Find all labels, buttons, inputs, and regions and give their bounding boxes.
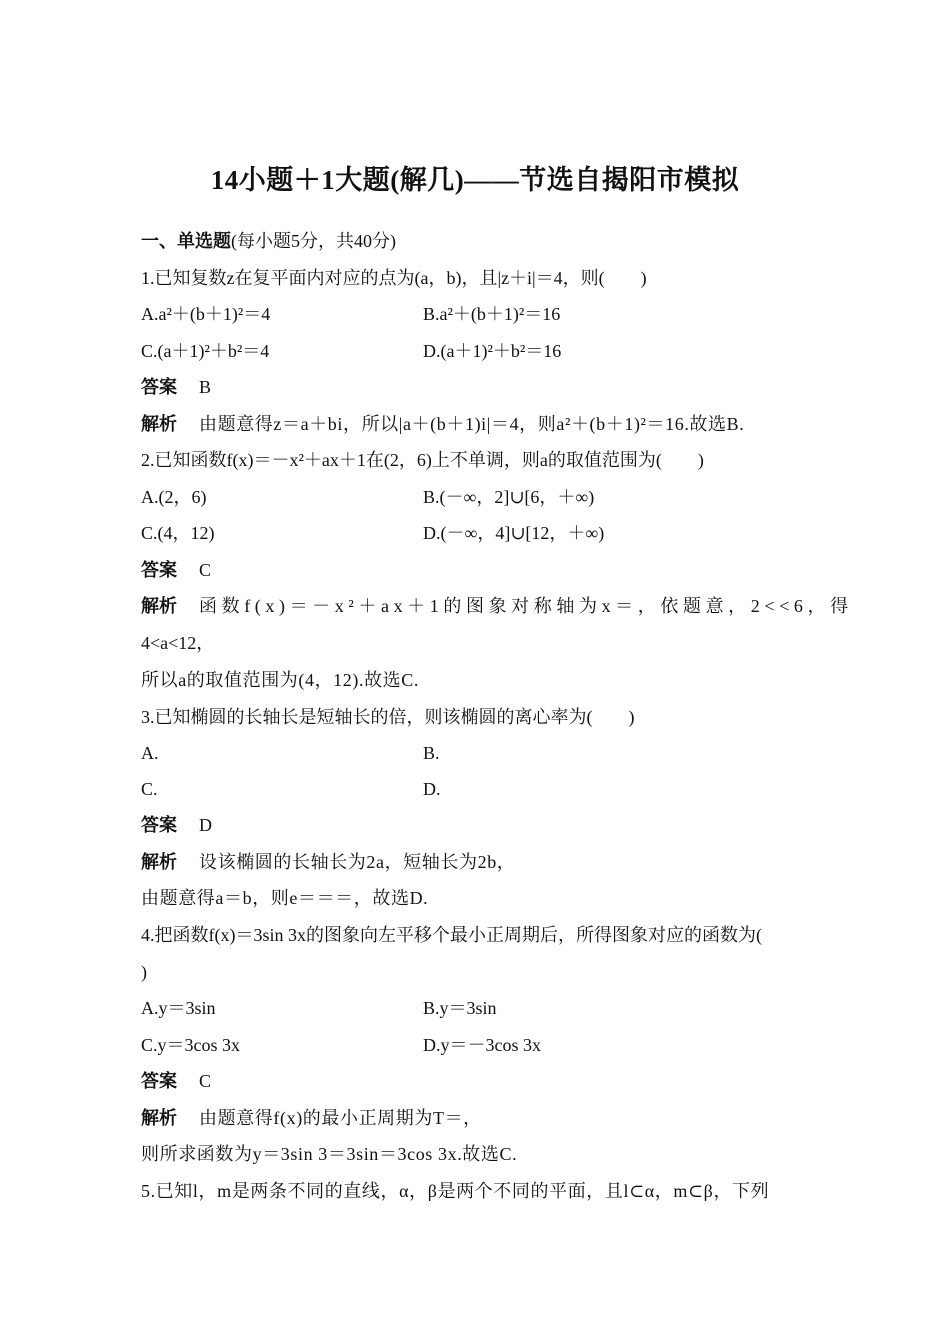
question-2-option-a: A.(2，6)	[141, 487, 207, 507]
analysis-label: 解析	[141, 596, 177, 616]
question-3-analysis-line: 设该椭圆的长轴长为2a，短轴长为2b，	[199, 852, 516, 872]
question-2-answer-row	[141, 558, 211, 582]
question-3-analysis-row	[141, 850, 515, 874]
question-3-answer: D	[199, 815, 212, 835]
question-1-analysis-row	[141, 412, 744, 436]
question-3-option-c: C.	[141, 779, 158, 799]
question-4-analysis-line: 由题意得f(x)的最小正周期为T＝，	[199, 1108, 482, 1128]
question-4-option-a: A.y＝3sin	[141, 998, 216, 1018]
section-subtitle: (每小题5分，共40分)	[231, 231, 396, 251]
question-3-stem: 3.已知椭圆的长轴长是短轴长的倍，则该椭圆的离心率为( )	[141, 707, 635, 727]
question-2-analysis-line: 函数f(x)＝－x²＋ax＋1的图象对称轴为x＝，依题意，2<<6，得	[199, 596, 853, 616]
analysis-label: 解析	[141, 852, 177, 872]
page-title: 14小题＋1大题(解几)——节选自揭阳市模拟	[210, 165, 740, 195]
question-2-analysis-row	[141, 594, 853, 618]
question-1-option-d: D.(a＋1)²＋b²＝16	[423, 341, 562, 361]
question-3-answer-row	[141, 813, 212, 837]
question-4-analysis-row	[141, 1106, 482, 1130]
answer-label: 答案	[141, 377, 177, 397]
question-4-analysis-line: 则所求函数为y＝3sin 3＝3sin＝3cos 3x.故选C.	[141, 1144, 518, 1164]
question-2-stem: 2.已知函数f(x)＝－x²＋ax＋1在(2，6)上不单调，则a的取值范围为( )	[141, 450, 704, 470]
question-1-analysis-line: 由题意得z＝a＋bi，所以|a＋(b＋1)i|＝4，则a²＋(b＋1)²＝16.故选B.	[199, 414, 745, 434]
question-1-answer: B	[199, 377, 212, 397]
question-2-analysis-line: 4<a<12，	[141, 633, 215, 653]
question-4-option-b: B.y＝3sin	[423, 998, 497, 1018]
answer-label: 答案	[141, 560, 177, 580]
question-5-stem: 5.已知l，m是两条不同的直线，α，β是两个不同的平面，且l⊂α，m⊂β，下列	[141, 1181, 770, 1201]
question-2-analysis-line: 所以a的取值范围为(4，12).故选C.	[141, 670, 419, 690]
question-3-option-b: B.	[423, 743, 440, 763]
analysis-label: 解析	[141, 414, 177, 434]
question-3-analysis-line: 由题意得a＝b，则e＝＝＝，故选D.	[141, 888, 429, 908]
question-2-option-c: C.(4，12)	[141, 523, 215, 543]
question-1-option-a: A.a²＋(b＋1)²＝4	[141, 304, 271, 324]
analysis-label: 解析	[141, 1108, 177, 1128]
question-1-stem: 1.已知复数z在复平面内对应的点为(a，b)，且|z＋i|＝4，则( )	[141, 268, 647, 288]
answer-label: 答案	[141, 1071, 177, 1091]
question-3-option-a: A.	[141, 743, 159, 763]
question-4-answer-row	[141, 1069, 211, 1093]
question-2-option-d: D.(－∞，4]∪[12，＋∞)	[423, 523, 605, 543]
question-4-option-d: D.y＝－3cos 3x	[423, 1035, 541, 1055]
question-1-option-c: C.(a＋1)²＋b²＝4	[141, 341, 270, 361]
question-4-option-c: C.y＝3cos 3x	[141, 1035, 240, 1055]
section-heading-text: 一、单选题	[141, 231, 231, 251]
question-1-option-b: B.a²＋(b＋1)²＝16	[423, 304, 561, 324]
question-1-answer-row	[141, 375, 211, 399]
question-2-option-b: B.(－∞，2]∪[6，＋∞)	[423, 487, 595, 507]
question-4-answer: C	[199, 1071, 212, 1091]
answer-label: 答案	[141, 815, 177, 835]
question-2-answer: C	[199, 560, 212, 580]
section-heading	[141, 229, 396, 253]
question-3-option-d: D.	[423, 779, 441, 799]
question-4-stem-continuation: )	[141, 962, 147, 982]
question-4-stem: 4.把函数f(x)＝3sin 3x的图象向左平移个最小正周期后，所得图象对应的函数为(	[141, 925, 762, 945]
